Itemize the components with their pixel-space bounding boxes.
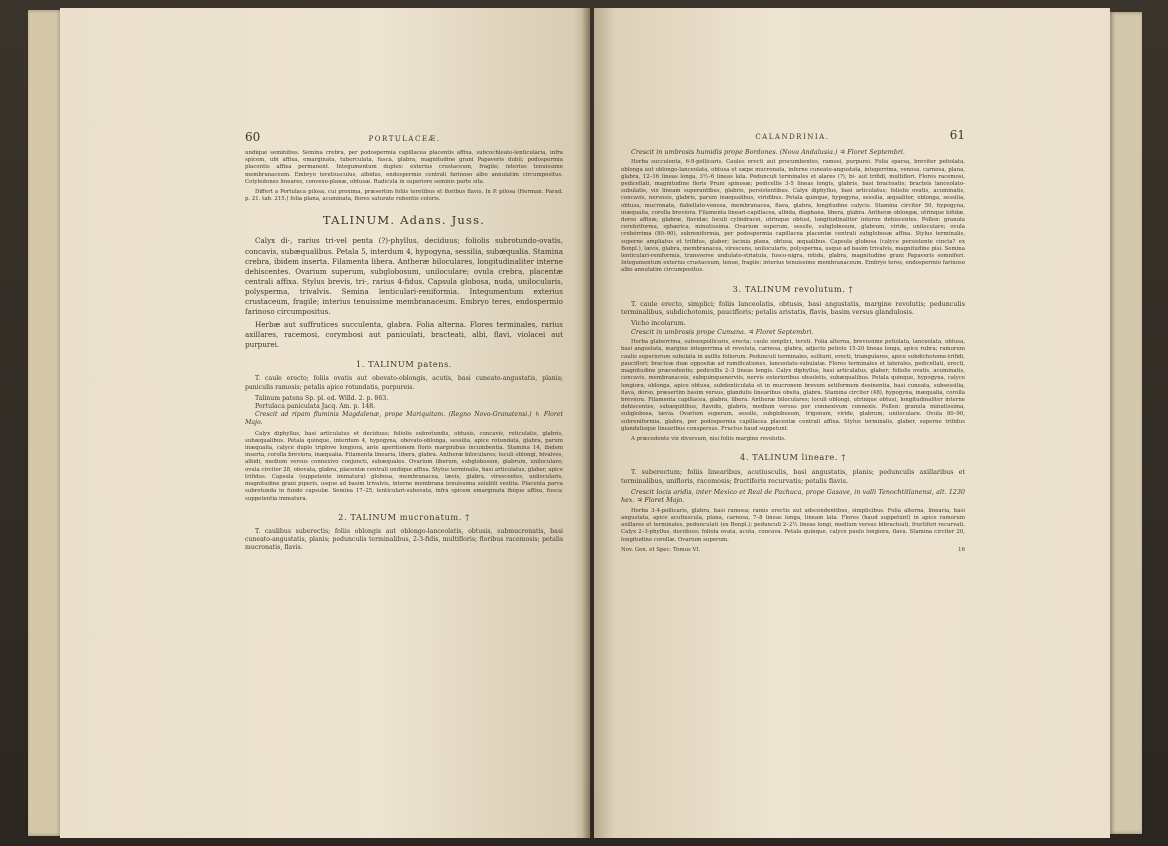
species-description: Herba succulenta, 6-9-pollicaris. Caules erecti aut procumbentes, ramosi, purpurei. Folia sparsa, breviter petiolata, oblonga aut oblongo-lanceolata, obtusa et sæpe mucronata, inferne cuneato-angustata, integerrima, venosa, carnosa, plana, glabra, 12–16 lineas longa, 3½–6 lineas lata. Pedunculi terminales et alares (?), bi- aut trifidi, multiflori. Flores racemosi, pedicellati, magnitudine floris Pruni spinosæ; pedicellis 3-5 lineas longis, glabris, basi bracteatis; bracteis lanceolato-subulatis, vix lineam superantibus, glabris, persistentibus. Calyx diphyllus, basi articulatus; foliolis ovatis, acuminatis, concavis, nervosis, glabris, parum inæqualibus, viridibus. Petala quinque, hypogyna, sessilia, æqualiter, oblonga, sessilia, obtusa, mucronata, flabellato-venosa, membranacea, flava, glabra, longitudine calycis. Stamina circiter 50, hypogyna, inæqualia, corolla breviora. Filamenta lineari-capillacea, albida, diaphana, libera, glabra. Antheræ oblongæ, utrinque bifidæ, dorso affixæ, glabræ, flavidæ; loculi cylindracei, utrinque obtusi, longitudinaliter interne dehiscentes. Pollen: granula cerebriforma, sphærica, minutissima. Ovarium superum, sessile, subglobosum, glabrum, viride, uniloculare; ovula crebérrima (80–90), subreniformia, per podospermia capillacea placentæ centrali subglobosæ affixa. Stylus terminalis, superne ampliatus et trifidus, glaber; lacinia plana, obtusa, æqualibus. Capsula globosa (calyce persistente cincta? ex Bonpl.), lævis, glabra, membranacea, virescens, unilocularis, polysperma, usque ad basim trivalvis, magnitudine pisi. Semina lenticulari-reniformia, transverse undulato-striatula, fusco-nigra, nitida, glabra, magnitudine grani Papaveris somniferi. Integumentum exterius crustaceum, tenue, fragile; interius tenuissime membranaceum. Embryo teres, endospermio farinoso albo annulatim circumpositus.: [621, 159, 965, 274]
species-synonym: Portulaca paniculata Jacq. Am. p. 148.: [255, 403, 376, 411]
left-running-header: [245, 130, 563, 144]
genus-habit: Herbæ aut suffrutices succulenta, glabra. Folia alterna. Flores terminales, rarius axillares, racemosi, corymbosi aut paniculati, bracteati, albi, flavi, violacei aut purpurei.: [245, 320, 563, 350]
intro-note: Differt a Portulaca pilosa, cui proxima, præsertim foliis teretibus et floribus flavis. In P. pilosa (Herman. Parad. p. 21. tab. 215.) folia plana, acuminata, flores saturate rubentis coloris.: [245, 189, 563, 203]
page-number: 60: [245, 130, 261, 144]
species-title: 4. TALINUM lineare. †: [740, 452, 846, 463]
species-description: Calyx diphyllus, basi articulatus et deciduus; foliolis subrotundis, obtusis, concavis, reticulatis, glabris, subæqualibus. Petala quinque, interdum 4, hypogyna, obovato-oblonga, sessilia, apice rotundata, glabra, parum inæqualia, calyce duplo triplove longiora, ante aperitionem floris marginibus incumbentia. Stamina 14, ibidem inserta, corolla breviora, inæqualia. Filamenta linearia, libera, glabra. Antheræ biloculares; loculi oblongi, bivalves, albidi, medium versus connexivo conjuncti, subæquales. Ovarium liberum, subglobosum, glabrum, uniloculare; ovula circiter 28, obovata, glabra, placentæ centrali undique affixa. Stylus terminalis, basi articulatus, glaber, apice trifidus. Capsula (suppetente immatura) globosa, membranacea, lævis, glabra, virescentes, unilocularis, magnitudine grani piperis, usque ad basim trivalvis, interne membrana tenuissima solubili vestita. Placenta parva subrotunda in fundo capsulæ. Semina 17–25, lenticulari-subovata, infra spicem emarginata ibique affixa, fusca; suppetentia immatura.: [245, 430, 563, 502]
right-running-header: [621, 128, 965, 142]
species-note: A præcedente vix diversum, nisi foliis margine revolutis.: [631, 435, 786, 442]
species-habitat: Crescit ad ripam fluminis Magdalenæ, prope Mariquitam. (Regno Novo-Granatensi.) ♄ Floret Majo.: [245, 411, 563, 427]
species-title: 3. TALINUM revolutum. †: [732, 283, 854, 294]
page-signature: [621, 547, 965, 553]
genus-description: Calyx di-, rarius tri-vel penta (?)-phyllus, deciduus; foliolis subrotundo-ovatis, concavis, subæqualibus. Petala 5, interdum 4, hypogyna, sessilia, subæqualia. Stamina crebra, ibidem inserta. Filamenta libera. Antheræ biloculares, longitudinaliter interne dehiscentes. Ovarium superum, subglobosum, uniloculare; ovula crebra, placentæ centrali affixa. Stylus brevis, tri-, rarius 4-fidus. Capsula globosa, nuda, unilocularis, polysperma, trivalvis. Semina lenticulari-reniformia. Integumentum exterius crustaceum, fragile; interius tenuissime membranaceum. Embryo teres, endospermio farinoso circumpositus.: [245, 236, 563, 317]
species-habitat: Crescit in umbrosis prope Cumana. ♃ Floret Septembri.: [631, 327, 814, 336]
right-page-content: [621, 128, 965, 553]
signature-title: Nov. Gen. et Spec. Tomus VI.: [621, 546, 701, 553]
left-page-content: [245, 130, 563, 555]
species-diagnosis: T. caule erecto; foliis ovatis aut obovato-oblongis, acutis, basi cuneato-angustatis, planis; paniculis ramosis; petalis apice rotundatis, purpureis.: [245, 375, 563, 391]
species-diagnosis: T. caule erecto, simplici; foliis lanceolatis, obtusis, basi angustatis, margine revolutis; pedunculis terminalibus, subdichotomis, paucifloris; petalis aristatis, flavis, basim versus glandulosis.: [621, 299, 965, 317]
species-description: Herba glaberrima, subsexpollicaris, erecta; caule simplici, tereti. Folia alterna, brevissime petiolata, lanceolata, obtusa, basi angustata, margine integerrima et revoluta, carnosa, glabra, adjecto petiolo 15-20 lineas longa, apice rubra; ramorum caulis superiorum subulata in axillis foliorum. Pedunculi terminales, solitarii, erecti, triangulares, apice subdichotome-trifidi, pauciflori; bracteæ duæ oppositæ ad ramificationes, lanceolato-subulatæ. Flores terminales et laterales, pedicellati, erecti, magnitudine præcedentis; pedicellis 2–3 lineas longis. Calyx diphyllus, basi articulatus, glaber; foliolis ovatis, acuminatis, concavis, membranaceis, subquinquenerviis, nervis exterioribus obsoletis, subæqualibus. Petala quinque, hypogyna, calyce longiora, oblonga, apice obtusa, subdenticulata et in mucronem brevem setiformem desinentia, basi cuneata, subsessilia, flava, dorso, præsertim basim versus, glandulis linearibus obsita, glabra. Stamina circiter (48), hypogyna, inæqualia, corolla breviora. Filamenta capillacea, glabra, libera. Antheræ biloculares; loculi oblongi, utrinque obtusi, longitudinaliter interne dehiscentes, subæquilibus, flavidis, glabris, medium versus per connexivum connexis. Pollen: granula minutissima, subglobosa, lævia. Ovarium superum, sessile, subglobosum, trigonum, viride, glabrum, uniloculare. Ovula 80–90, subreniformia, glabra, per podospermia capillacea placentæ centrali affixa. Stylus terminalis, glaber, superne trifidus glandulisque linearibus conspersus. Fructus haud suppetunt.: [621, 339, 965, 432]
species-diagnosis: T. suberectum; foliis linearibus, acutiusculis, basi angustatis, planis; pedunculis axillaribus et terminalibus, unifloris, racemosis; fructiferis recurvatis; petalis flavis.: [621, 468, 965, 485]
species-diagnosis: T. caulibus suberectis; foliis oblongis aut oblongo-lanceolatis, obtusis, submucronatis, basi cuneato-angustatis, planis; pedunculis terminalibus, 2-3-fidis, multifloris; floribus racemosis; petalis mucronatis, flavis.: [245, 527, 563, 552]
right-page: [594, 8, 1110, 838]
species-description: Herba 3-4-pollicaris, glabra, basi ramosa; ramis erectis aut adscendentibus, simplicibus. Folia alterna, linearia, basi angustata, apice acutiuscula, plana, carnosa, 7–8 lineas longa, lineam lata. Flores (haud suppetunt) in apice ramorum axillares et terminales, pedunculati (ex Bonpl.); pedunculi 2–2½ lineas longi, medium versus bibracteati, fructiferi recurvati. Calyx 2–3-phyllus, deciduus; foliola ovata, acuta, concava. Petala quinque, calyce paulo longiora, flava. Stamina circiter 20, longitudine corollæ. Ovarium superum.: [621, 507, 965, 543]
species-habitat: Crescit in umbrosis humidis prope Bordones. (Nova Andalusia.) ♃ Floret Septembri.: [631, 148, 905, 156]
species-habitat: Crescit locis aridis, inter Mexico et Real de Pachuca, prope Gasave, in valli Tenochtitlanensi, alt. 1230 hex. ♃ Floret Majo.: [621, 487, 965, 505]
intro-paragraph: undique seminibus. Semina crebra, per podospermia capillacea placentis affixa, subcochleato-lenticularia, infra spicem, ubi affixa, emarginata, tuberculata, fusca, glabra, magnitudine grani Papaveris dubii; podospermia placentis affixa permanent. Integumentum duplex: exterius crustaceum, fragile; interius tenuissime membranaceum. Embryo teretiusculus, albidus, endospermio centrali farinoso albo annulatim circumpositus. Cotyledones lineares, convexo-planæ, obtusæ. Radicula in superiore seminis parte sita.: [245, 150, 563, 185]
signature-mark: 16: [958, 546, 965, 553]
page-edges-right: [1110, 12, 1142, 834]
vernacular-name: Vicho incolarum.: [631, 319, 686, 328]
page-edges-left: [28, 10, 62, 836]
running-head: CALANDRINIA.: [755, 133, 830, 141]
species-title: 1. TALINUM patens.: [355, 359, 453, 370]
page-number: 61: [949, 128, 965, 142]
species-title: 2. TALINUM mucronatum. †: [338, 511, 470, 522]
species-synonym: Talinum patens Sp. pl. ed. Willd. 2. p. 863.: [255, 394, 389, 402]
genus-title: TALINUM. Adans. Juss.: [322, 213, 486, 228]
running-head: PORTULACEÆ.: [368, 135, 441, 143]
left-page: [60, 8, 590, 838]
